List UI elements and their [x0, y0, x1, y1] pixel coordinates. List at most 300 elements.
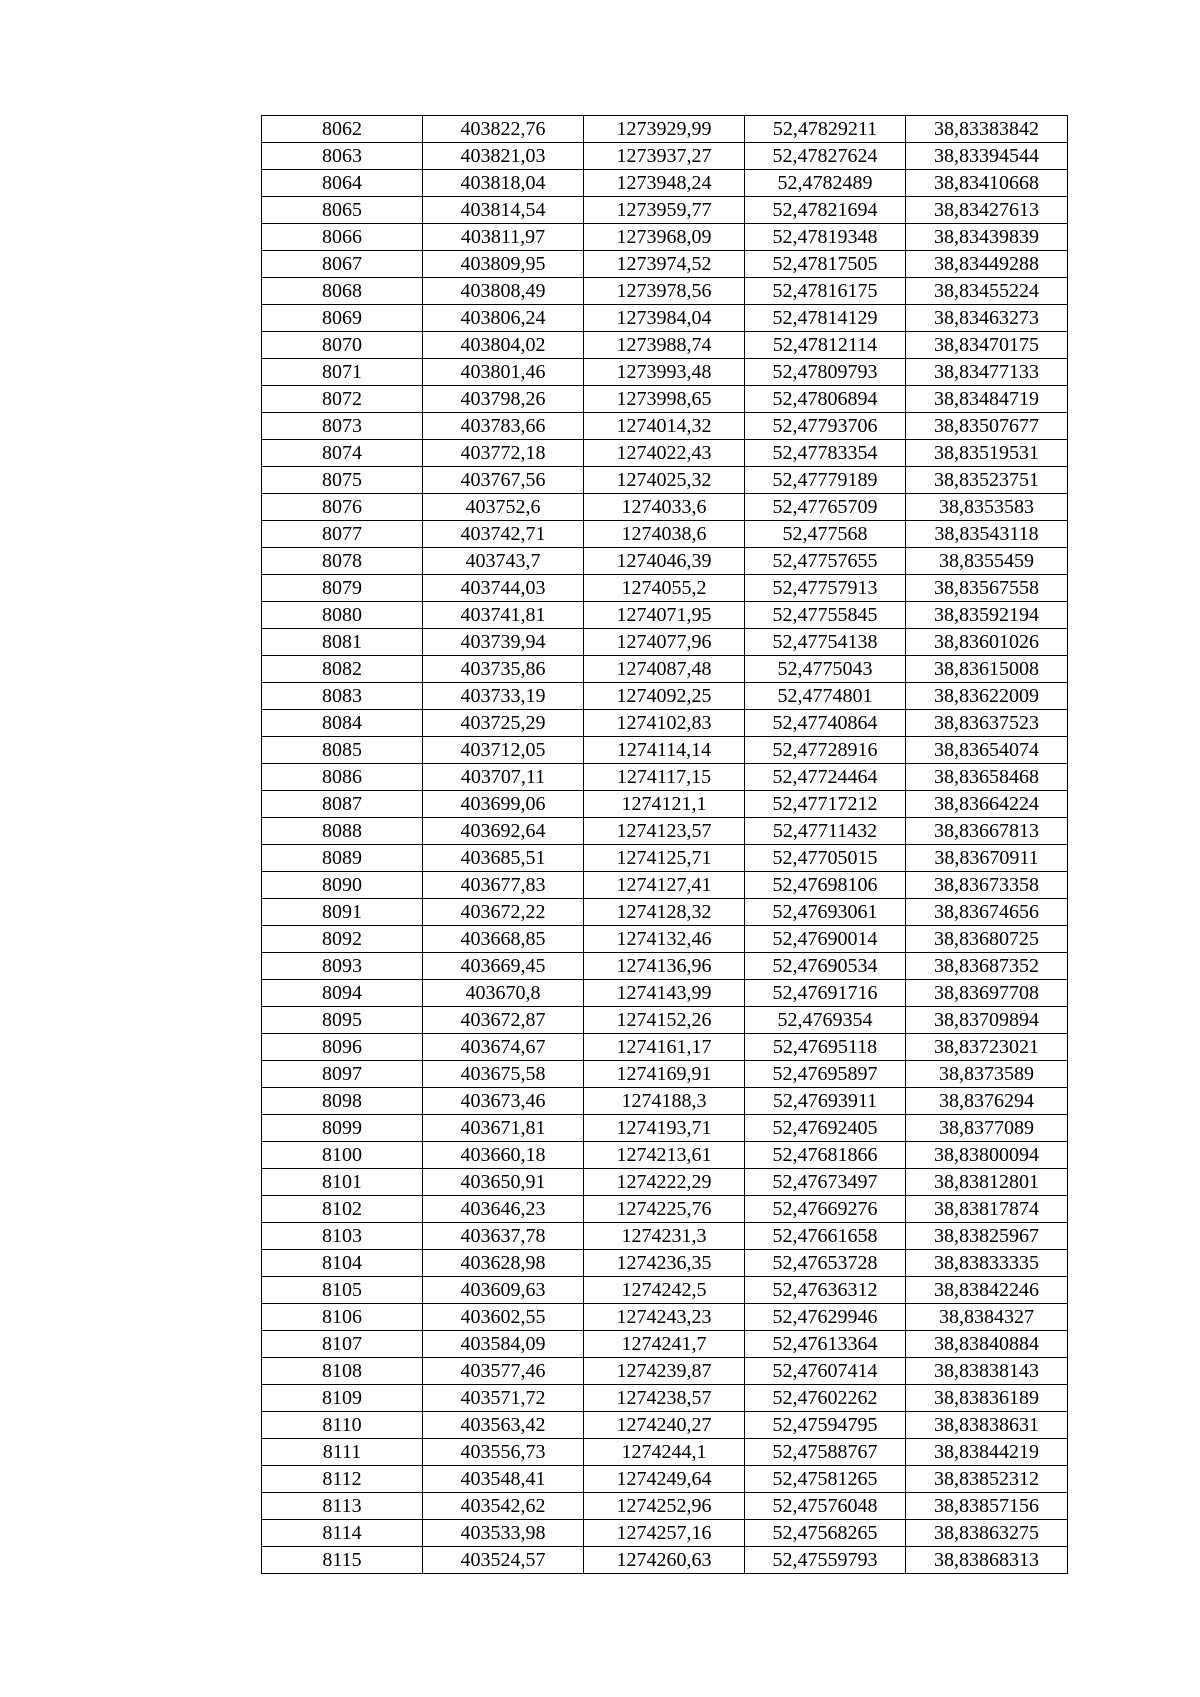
latitude-cell: 52,47693061	[745, 899, 906, 926]
x-coordinate-cell: 403798,26	[423, 386, 584, 413]
latitude-cell: 52,47821694	[745, 197, 906, 224]
point-number-cell: 8064	[262, 170, 423, 197]
y-coordinate-cell: 1273929,99	[584, 116, 745, 143]
x-coordinate-cell: 403685,51	[423, 845, 584, 872]
y-coordinate-cell: 1274087,48	[584, 656, 745, 683]
y-coordinate-cell: 1273974,52	[584, 251, 745, 278]
y-coordinate-cell: 1274025,32	[584, 467, 745, 494]
table-row	[262, 170, 1068, 197]
table-row	[262, 1493, 1068, 1520]
y-coordinate-cell: 1274123,57	[584, 818, 745, 845]
longitude-cell: 38,83842246	[906, 1277, 1068, 1304]
table-row	[262, 683, 1068, 710]
x-coordinate-cell: 403650,91	[423, 1169, 584, 1196]
y-coordinate-cell: 1274236,35	[584, 1250, 745, 1277]
table-row	[262, 1331, 1068, 1358]
table-row	[262, 251, 1068, 278]
latitude-cell: 52,47779189	[745, 467, 906, 494]
table-row	[262, 386, 1068, 413]
table-row	[262, 278, 1068, 305]
table-row	[262, 359, 1068, 386]
x-coordinate-cell: 403822,76	[423, 116, 584, 143]
table-row	[262, 953, 1068, 980]
latitude-cell: 52,47568265	[745, 1520, 906, 1547]
point-number-cell: 8113	[262, 1493, 423, 1520]
table-row	[262, 467, 1068, 494]
longitude-cell: 38,83817874	[906, 1196, 1068, 1223]
latitude-cell: 52,47711432	[745, 818, 906, 845]
longitude-cell: 38,83709894	[906, 1007, 1068, 1034]
x-coordinate-cell: 403660,18	[423, 1142, 584, 1169]
y-coordinate-cell: 1274152,26	[584, 1007, 745, 1034]
point-number-cell: 8106	[262, 1304, 423, 1331]
x-coordinate-cell: 403707,11	[423, 764, 584, 791]
latitude-cell: 52,47695118	[745, 1034, 906, 1061]
y-coordinate-cell: 1274117,15	[584, 764, 745, 791]
latitude-cell: 52,47653728	[745, 1250, 906, 1277]
point-number-cell: 8063	[262, 143, 423, 170]
latitude-cell: 52,47724464	[745, 764, 906, 791]
latitude-cell: 52,47757655	[745, 548, 906, 575]
point-number-cell: 8076	[262, 494, 423, 521]
point-number-cell: 8089	[262, 845, 423, 872]
x-coordinate-cell: 403814,54	[423, 197, 584, 224]
latitude-cell: 52,47594795	[745, 1412, 906, 1439]
point-number-cell: 8091	[262, 899, 423, 926]
x-coordinate-cell: 403801,46	[423, 359, 584, 386]
coordinates-table	[261, 115, 1068, 1574]
x-coordinate-cell: 403628,98	[423, 1250, 584, 1277]
y-coordinate-cell: 1274239,87	[584, 1358, 745, 1385]
latitude-cell: 52,47705015	[745, 845, 906, 872]
x-coordinate-cell: 403725,29	[423, 710, 584, 737]
longitude-cell: 38,83667813	[906, 818, 1068, 845]
point-number-cell: 8101	[262, 1169, 423, 1196]
table-row	[262, 737, 1068, 764]
x-coordinate-cell: 403783,66	[423, 413, 584, 440]
latitude-cell: 52,47827624	[745, 143, 906, 170]
y-coordinate-cell: 1274188,3	[584, 1088, 745, 1115]
longitude-cell: 38,8377089	[906, 1115, 1068, 1142]
longitude-cell: 38,83523751	[906, 467, 1068, 494]
point-number-cell: 8065	[262, 197, 423, 224]
x-coordinate-cell: 403808,49	[423, 278, 584, 305]
x-coordinate-cell: 403556,73	[423, 1439, 584, 1466]
table-row	[262, 1196, 1068, 1223]
longitude-cell: 38,83723021	[906, 1034, 1068, 1061]
table-row	[262, 1115, 1068, 1142]
longitude-cell: 38,83477133	[906, 359, 1068, 386]
longitude-cell: 38,83670911	[906, 845, 1068, 872]
y-coordinate-cell: 1274033,6	[584, 494, 745, 521]
x-coordinate-cell: 403672,87	[423, 1007, 584, 1034]
x-coordinate-cell: 403584,09	[423, 1331, 584, 1358]
x-coordinate-cell: 403669,45	[423, 953, 584, 980]
y-coordinate-cell: 1274077,96	[584, 629, 745, 656]
longitude-cell: 38,83852312	[906, 1466, 1068, 1493]
longitude-cell: 38,83838631	[906, 1412, 1068, 1439]
y-coordinate-cell: 1273998,65	[584, 386, 745, 413]
longitude-cell: 38,8353583	[906, 494, 1068, 521]
latitude-cell: 52,47661658	[745, 1223, 906, 1250]
latitude-cell: 52,47809793	[745, 359, 906, 386]
latitude-cell: 52,47559793	[745, 1547, 906, 1574]
latitude-cell: 52,47698106	[745, 872, 906, 899]
x-coordinate-cell: 403571,72	[423, 1385, 584, 1412]
point-number-cell: 8072	[262, 386, 423, 413]
y-coordinate-cell: 1274127,41	[584, 872, 745, 899]
table-row	[262, 980, 1068, 1007]
table-row	[262, 872, 1068, 899]
latitude-cell: 52,477568	[745, 521, 906, 548]
x-coordinate-cell: 403692,64	[423, 818, 584, 845]
table-row	[262, 926, 1068, 953]
x-coordinate-cell: 403670,8	[423, 980, 584, 1007]
point-number-cell: 8092	[262, 926, 423, 953]
point-number-cell: 8105	[262, 1277, 423, 1304]
point-number-cell: 8100	[262, 1142, 423, 1169]
longitude-cell: 38,83836189	[906, 1385, 1068, 1412]
y-coordinate-cell: 1274169,91	[584, 1061, 745, 1088]
x-coordinate-cell: 403602,55	[423, 1304, 584, 1331]
latitude-cell: 52,47690534	[745, 953, 906, 980]
point-number-cell: 8068	[262, 278, 423, 305]
latitude-cell: 52,47581265	[745, 1466, 906, 1493]
table-row	[262, 116, 1068, 143]
y-coordinate-cell: 1274243,23	[584, 1304, 745, 1331]
x-coordinate-cell: 403675,58	[423, 1061, 584, 1088]
longitude-cell: 38,83519531	[906, 440, 1068, 467]
x-coordinate-cell: 403677,83	[423, 872, 584, 899]
x-coordinate-cell: 403752,6	[423, 494, 584, 521]
latitude-cell: 52,47576048	[745, 1493, 906, 1520]
x-coordinate-cell: 403735,86	[423, 656, 584, 683]
latitude-cell: 52,47814129	[745, 305, 906, 332]
table-row	[262, 1277, 1068, 1304]
x-coordinate-cell: 403533,98	[423, 1520, 584, 1547]
longitude-cell: 38,83439839	[906, 224, 1068, 251]
x-coordinate-cell: 403806,24	[423, 305, 584, 332]
table-row	[262, 1061, 1068, 1088]
x-coordinate-cell: 403741,81	[423, 602, 584, 629]
y-coordinate-cell: 1274136,96	[584, 953, 745, 980]
latitude-cell: 52,47816175	[745, 278, 906, 305]
point-number-cell: 8075	[262, 467, 423, 494]
point-number-cell: 8070	[262, 332, 423, 359]
x-coordinate-cell: 403772,18	[423, 440, 584, 467]
longitude-cell: 38,83394544	[906, 143, 1068, 170]
y-coordinate-cell: 1274046,39	[584, 548, 745, 575]
y-coordinate-cell: 1274244,1	[584, 1439, 745, 1466]
point-number-cell: 8096	[262, 1034, 423, 1061]
x-coordinate-cell: 403563,42	[423, 1412, 584, 1439]
latitude-cell: 52,47728916	[745, 737, 906, 764]
point-number-cell: 8103	[262, 1223, 423, 1250]
latitude-cell: 52,47607414	[745, 1358, 906, 1385]
longitude-cell: 38,83427613	[906, 197, 1068, 224]
point-number-cell: 8114	[262, 1520, 423, 1547]
y-coordinate-cell: 1274240,27	[584, 1412, 745, 1439]
point-number-cell: 8104	[262, 1250, 423, 1277]
y-coordinate-cell: 1274014,32	[584, 413, 745, 440]
latitude-cell: 52,47812114	[745, 332, 906, 359]
point-number-cell: 8099	[262, 1115, 423, 1142]
latitude-cell: 52,47629946	[745, 1304, 906, 1331]
longitude-cell: 38,83857156	[906, 1493, 1068, 1520]
x-coordinate-cell: 403673,46	[423, 1088, 584, 1115]
longitude-cell: 38,83567558	[906, 575, 1068, 602]
longitude-cell: 38,83470175	[906, 332, 1068, 359]
table-row	[262, 413, 1068, 440]
latitude-cell: 52,47669276	[745, 1196, 906, 1223]
y-coordinate-cell: 1274125,71	[584, 845, 745, 872]
y-coordinate-cell: 1274022,43	[584, 440, 745, 467]
latitude-cell: 52,4782489	[745, 170, 906, 197]
latitude-cell: 52,47765709	[745, 494, 906, 521]
point-number-cell: 8088	[262, 818, 423, 845]
point-number-cell: 8078	[262, 548, 423, 575]
table-row	[262, 899, 1068, 926]
table-row	[262, 602, 1068, 629]
y-coordinate-cell: 1274252,96	[584, 1493, 745, 1520]
x-coordinate-cell: 403671,81	[423, 1115, 584, 1142]
y-coordinate-cell: 1274114,14	[584, 737, 745, 764]
x-coordinate-cell: 403542,62	[423, 1493, 584, 1520]
y-coordinate-cell: 1274238,57	[584, 1385, 745, 1412]
x-coordinate-cell: 403699,06	[423, 791, 584, 818]
table-row	[262, 1007, 1068, 1034]
table-row	[262, 1520, 1068, 1547]
longitude-cell: 38,8355459	[906, 548, 1068, 575]
longitude-cell: 38,83868313	[906, 1547, 1068, 1574]
longitude-cell: 38,83833335	[906, 1250, 1068, 1277]
latitude-cell: 52,47602262	[745, 1385, 906, 1412]
point-number-cell: 8097	[262, 1061, 423, 1088]
table-row	[262, 1142, 1068, 1169]
x-coordinate-cell: 403811,97	[423, 224, 584, 251]
longitude-cell: 38,83825967	[906, 1223, 1068, 1250]
point-number-cell: 8069	[262, 305, 423, 332]
point-number-cell: 8082	[262, 656, 423, 683]
point-number-cell: 8077	[262, 521, 423, 548]
table-row	[262, 1412, 1068, 1439]
table-row	[262, 1223, 1068, 1250]
latitude-cell: 52,47829211	[745, 116, 906, 143]
latitude-cell: 52,47757913	[745, 575, 906, 602]
y-coordinate-cell: 1274161,17	[584, 1034, 745, 1061]
y-coordinate-cell: 1274213,61	[584, 1142, 745, 1169]
point-number-cell: 8084	[262, 710, 423, 737]
x-coordinate-cell: 403742,71	[423, 521, 584, 548]
point-number-cell: 8090	[262, 872, 423, 899]
point-number-cell: 8079	[262, 575, 423, 602]
longitude-cell: 38,83840884	[906, 1331, 1068, 1358]
latitude-cell: 52,47692405	[745, 1115, 906, 1142]
x-coordinate-cell: 403674,67	[423, 1034, 584, 1061]
x-coordinate-cell: 403712,05	[423, 737, 584, 764]
y-coordinate-cell: 1273978,56	[584, 278, 745, 305]
longitude-cell: 38,83592194	[906, 602, 1068, 629]
point-number-cell: 8083	[262, 683, 423, 710]
y-coordinate-cell: 1274038,6	[584, 521, 745, 548]
latitude-cell: 52,47681866	[745, 1142, 906, 1169]
longitude-cell: 38,83615008	[906, 656, 1068, 683]
latitude-cell: 52,4775043	[745, 656, 906, 683]
table-row	[262, 1466, 1068, 1493]
table-row	[262, 332, 1068, 359]
x-coordinate-cell: 403646,23	[423, 1196, 584, 1223]
y-coordinate-cell: 1274225,76	[584, 1196, 745, 1223]
y-coordinate-cell: 1274249,64	[584, 1466, 745, 1493]
latitude-cell: 52,47673497	[745, 1169, 906, 1196]
longitude-cell: 38,83697708	[906, 980, 1068, 1007]
longitude-cell: 38,83601026	[906, 629, 1068, 656]
point-number-cell: 8111	[262, 1439, 423, 1466]
latitude-cell: 52,47783354	[745, 440, 906, 467]
y-coordinate-cell: 1273993,48	[584, 359, 745, 386]
y-coordinate-cell: 1273959,77	[584, 197, 745, 224]
latitude-cell: 52,47613364	[745, 1331, 906, 1358]
longitude-cell: 38,83654074	[906, 737, 1068, 764]
longitude-cell: 38,83673358	[906, 872, 1068, 899]
table-row	[262, 629, 1068, 656]
x-coordinate-cell: 403524,57	[423, 1547, 584, 1574]
x-coordinate-cell: 403743,7	[423, 548, 584, 575]
longitude-cell: 38,83622009	[906, 683, 1068, 710]
y-coordinate-cell: 1274193,71	[584, 1115, 745, 1142]
latitude-cell: 52,47717212	[745, 791, 906, 818]
latitude-cell: 52,4774801	[745, 683, 906, 710]
latitude-cell: 52,47740864	[745, 710, 906, 737]
point-number-cell: 8081	[262, 629, 423, 656]
table-row	[262, 305, 1068, 332]
latitude-cell: 52,47806894	[745, 386, 906, 413]
point-number-cell: 8066	[262, 224, 423, 251]
x-coordinate-cell: 403744,03	[423, 575, 584, 602]
y-coordinate-cell: 1273968,09	[584, 224, 745, 251]
table-row	[262, 521, 1068, 548]
table-row	[262, 1088, 1068, 1115]
table-row	[262, 548, 1068, 575]
longitude-cell: 38,83455224	[906, 278, 1068, 305]
x-coordinate-cell: 403577,46	[423, 1358, 584, 1385]
latitude-cell: 52,47817505	[745, 251, 906, 278]
table-row	[262, 1547, 1068, 1574]
longitude-cell: 38,83383842	[906, 116, 1068, 143]
x-coordinate-cell: 403739,94	[423, 629, 584, 656]
point-number-cell: 8095	[262, 1007, 423, 1034]
point-number-cell: 8093	[262, 953, 423, 980]
table-row	[262, 1439, 1068, 1466]
table-row	[262, 764, 1068, 791]
point-number-cell: 8062	[262, 116, 423, 143]
longitude-cell: 38,8384327	[906, 1304, 1068, 1331]
point-number-cell: 8074	[262, 440, 423, 467]
longitude-cell: 38,83664224	[906, 791, 1068, 818]
table-row	[262, 710, 1068, 737]
latitude-cell: 52,47819348	[745, 224, 906, 251]
latitude-cell: 52,47588767	[745, 1439, 906, 1466]
longitude-cell: 38,83687352	[906, 953, 1068, 980]
table-row	[262, 845, 1068, 872]
y-coordinate-cell: 1274222,29	[584, 1169, 745, 1196]
table-row	[262, 224, 1068, 251]
y-coordinate-cell: 1274242,5	[584, 1277, 745, 1304]
longitude-cell: 38,83507677	[906, 413, 1068, 440]
longitude-cell: 38,83812801	[906, 1169, 1068, 1196]
table-row	[262, 1034, 1068, 1061]
longitude-cell: 38,83658468	[906, 764, 1068, 791]
table-row	[262, 143, 1068, 170]
x-coordinate-cell: 403818,04	[423, 170, 584, 197]
y-coordinate-cell: 1274143,99	[584, 980, 745, 1007]
x-coordinate-cell: 403609,63	[423, 1277, 584, 1304]
x-coordinate-cell: 403672,22	[423, 899, 584, 926]
table-row	[262, 1169, 1068, 1196]
y-coordinate-cell: 1273937,27	[584, 143, 745, 170]
point-number-cell: 8115	[262, 1547, 423, 1574]
y-coordinate-cell: 1274128,32	[584, 899, 745, 926]
y-coordinate-cell: 1274055,2	[584, 575, 745, 602]
x-coordinate-cell: 403809,95	[423, 251, 584, 278]
point-number-cell: 8109	[262, 1385, 423, 1412]
y-coordinate-cell: 1274231,3	[584, 1223, 745, 1250]
table-row	[262, 818, 1068, 845]
point-number-cell: 8112	[262, 1466, 423, 1493]
coordinates-table-body	[262, 116, 1068, 1574]
longitude-cell: 38,83637523	[906, 710, 1068, 737]
point-number-cell: 8071	[262, 359, 423, 386]
y-coordinate-cell: 1273984,04	[584, 305, 745, 332]
y-coordinate-cell: 1274132,46	[584, 926, 745, 953]
longitude-cell: 38,83484719	[906, 386, 1068, 413]
x-coordinate-cell: 403804,02	[423, 332, 584, 359]
y-coordinate-cell: 1274257,16	[584, 1520, 745, 1547]
x-coordinate-cell: 403733,19	[423, 683, 584, 710]
y-coordinate-cell: 1273988,74	[584, 332, 745, 359]
table-row	[262, 1385, 1068, 1412]
table-row	[262, 494, 1068, 521]
point-number-cell: 8094	[262, 980, 423, 1007]
longitude-cell: 38,83543118	[906, 521, 1068, 548]
table-row	[262, 440, 1068, 467]
longitude-cell: 38,8376294	[906, 1088, 1068, 1115]
longitude-cell: 38,83680725	[906, 926, 1068, 953]
table-row	[262, 197, 1068, 224]
x-coordinate-cell: 403548,41	[423, 1466, 584, 1493]
table-row	[262, 1304, 1068, 1331]
longitude-cell: 38,83463273	[906, 305, 1068, 332]
point-number-cell: 8067	[262, 251, 423, 278]
point-number-cell: 8107	[262, 1331, 423, 1358]
y-coordinate-cell: 1274260,63	[584, 1547, 745, 1574]
latitude-cell: 52,47755845	[745, 602, 906, 629]
y-coordinate-cell: 1274241,7	[584, 1331, 745, 1358]
longitude-cell: 38,83800094	[906, 1142, 1068, 1169]
point-number-cell: 8110	[262, 1412, 423, 1439]
latitude-cell: 52,47636312	[745, 1277, 906, 1304]
x-coordinate-cell: 403668,85	[423, 926, 584, 953]
y-coordinate-cell: 1274071,95	[584, 602, 745, 629]
y-coordinate-cell: 1274102,83	[584, 710, 745, 737]
point-number-cell: 8085	[262, 737, 423, 764]
y-coordinate-cell: 1274121,1	[584, 791, 745, 818]
latitude-cell: 52,47793706	[745, 413, 906, 440]
x-coordinate-cell: 403637,78	[423, 1223, 584, 1250]
y-coordinate-cell: 1274092,25	[584, 683, 745, 710]
longitude-cell: 38,83863275	[906, 1520, 1068, 1547]
point-number-cell: 8087	[262, 791, 423, 818]
